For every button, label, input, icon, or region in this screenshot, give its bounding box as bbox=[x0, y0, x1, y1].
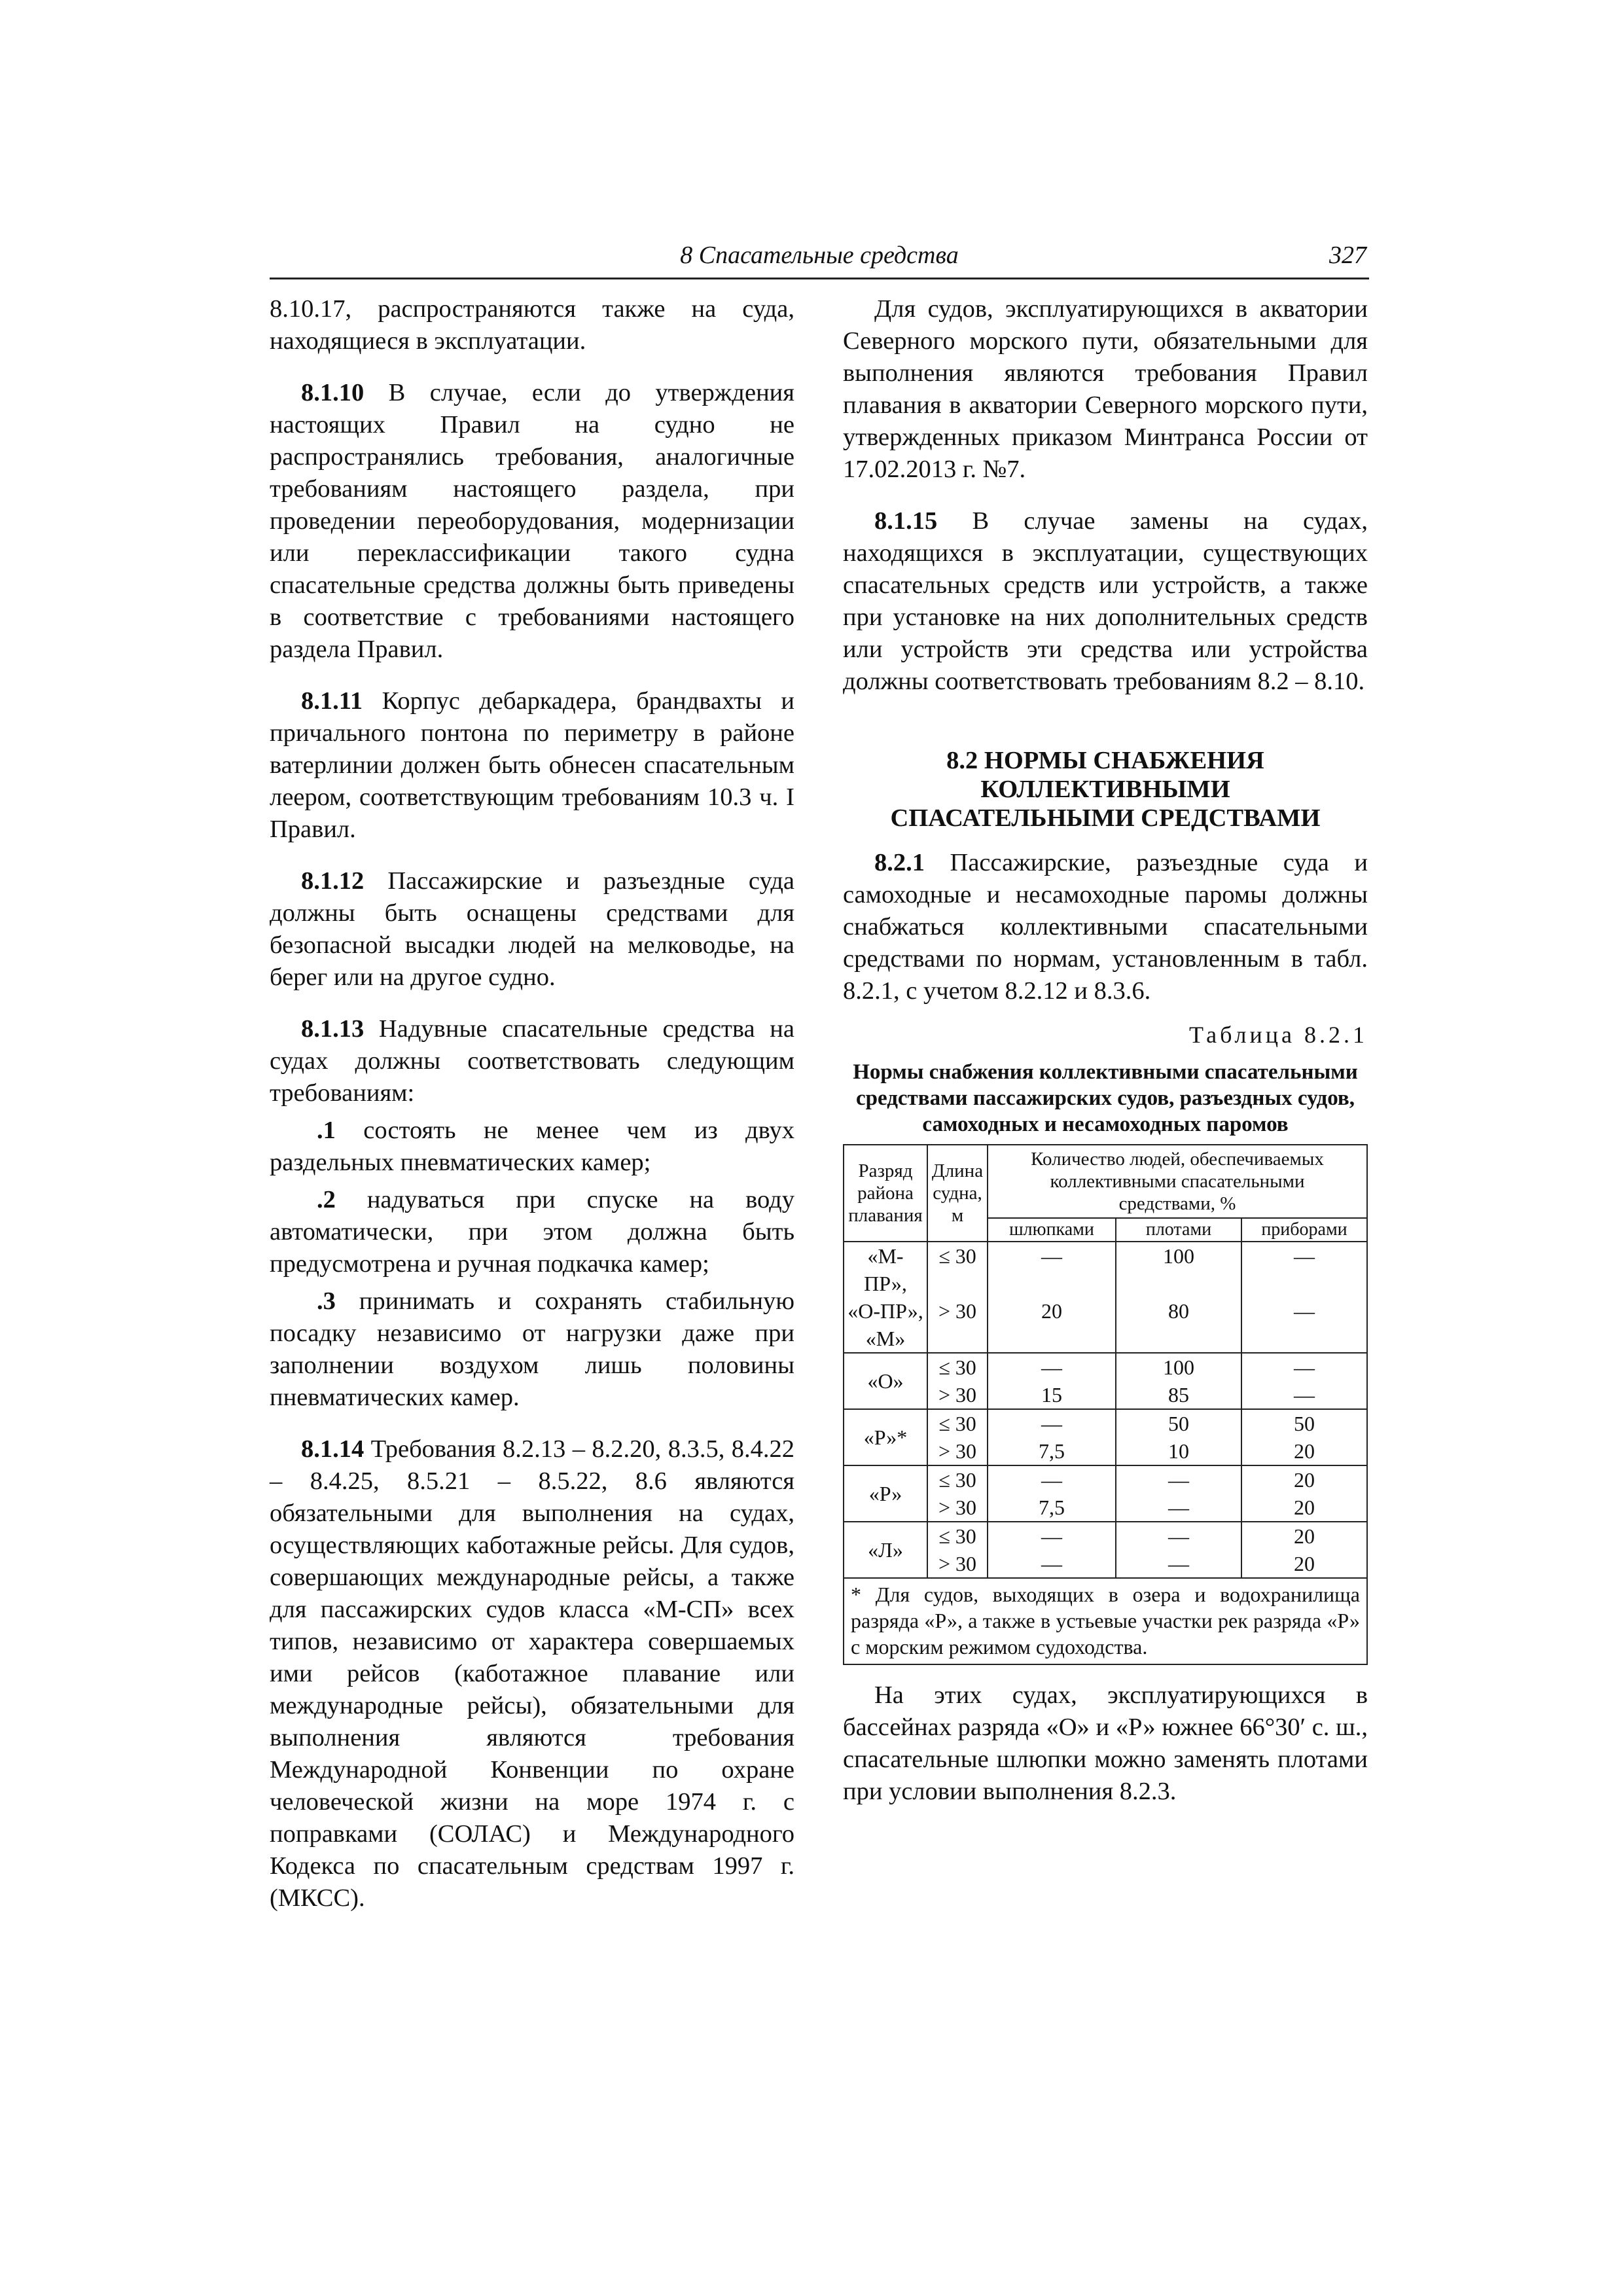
rafts-cell: 10 bbox=[1116, 1437, 1241, 1465]
list-item-3 bbox=[270, 1285, 794, 1414]
length-cell: ≤ 30 bbox=[927, 1409, 988, 1437]
clause-number: 8.1.14 bbox=[301, 1435, 365, 1463]
rafts-cell: — bbox=[1116, 1522, 1241, 1550]
length-cell: ≤ 30 bbox=[927, 1465, 988, 1494]
length-cell: > 30 bbox=[927, 1550, 988, 1578]
area-cell bbox=[844, 1242, 927, 1353]
section-heading-line-2: КОЛЛЕКТИВНЫМИ bbox=[980, 776, 1230, 803]
length-cell: > 30 bbox=[927, 1297, 988, 1353]
clause-text: Корпус дебаркадера, брандвахты и причального понтона по периметру в районе ватерлинии должен быть обнесен спасательным леером, соответствующим требованиям 10.3 ч. I Правил. bbox=[270, 687, 794, 843]
clause-text: Надувные спасательные средства на судах должны соответствовать следующим требованиям: bbox=[270, 1015, 794, 1107]
header-length-line: Длина bbox=[931, 1160, 984, 1181]
table-row bbox=[844, 1353, 1367, 1381]
page-number: 327 bbox=[1329, 242, 1366, 269]
paragraph-8-1-11 bbox=[270, 685, 794, 846]
boats-cell: — bbox=[988, 1353, 1116, 1381]
norms-table bbox=[843, 1144, 1368, 1665]
clause-number: 8.1.11 bbox=[301, 687, 363, 715]
devices-cell: 20 bbox=[1241, 1465, 1367, 1494]
length-cell: ≤ 30 bbox=[927, 1522, 988, 1550]
section-heading-line-1: 8.2 НОРМЫ СНАБЖЕНИЯ bbox=[946, 747, 1264, 774]
area-cell: «Р»* bbox=[844, 1409, 927, 1465]
section-heading bbox=[843, 746, 1368, 833]
boats-cell: — bbox=[988, 1550, 1116, 1578]
devices-cell: 20 bbox=[1241, 1437, 1367, 1465]
item-text: надуваться при спуске на воду автоматически, при этом должна быть предусмотрена и ручная подкачка камер; bbox=[270, 1186, 794, 1278]
boats-cell: — bbox=[988, 1522, 1116, 1550]
list-item-1 bbox=[270, 1115, 794, 1179]
rafts-cell: — bbox=[1116, 1494, 1241, 1522]
area-cell: «О» bbox=[844, 1353, 927, 1409]
devices-cell: — bbox=[1241, 1381, 1367, 1409]
table-note-row bbox=[844, 1578, 1367, 1664]
rafts-cell: — bbox=[1116, 1550, 1241, 1578]
section-heading-line-3: СПАСАТЕЛЬНЫМИ СРЕДСТВАМИ bbox=[890, 804, 1321, 832]
devices-cell: 20 bbox=[1241, 1494, 1367, 1522]
right-column bbox=[843, 293, 1368, 1827]
clause-number: 8.2.1 bbox=[874, 849, 925, 876]
clause-text: Пассажирские и разъездные суда должны быть оснащены средствами для безопасной высадки людей на мелководье, на берег или на другое судно. bbox=[270, 867, 794, 991]
devices-cell: — bbox=[1241, 1353, 1367, 1381]
length-cell: > 30 bbox=[927, 1437, 988, 1465]
length-cell: ≤ 30 bbox=[927, 1353, 988, 1381]
length-cell: ≤ 30 bbox=[927, 1242, 988, 1297]
clause-text: Пассажирские, разъездные суда и самоходные и несамоходные паромы должны снабжаться коллективными спасательными средствами по нормам, установленным в табл. 8.2.1, с учетом 8.2.12 и 8.3.6. bbox=[843, 849, 1368, 1005]
devices-cell: 20 bbox=[1241, 1522, 1367, 1550]
rafts-cell: 50 bbox=[1116, 1409, 1241, 1437]
rafts-cell: 80 bbox=[1116, 1297, 1241, 1353]
paragraph-arctic: Для судов, эксплуатирующихся в акватории Северного морского пути, обязательными для выполнения являются требования Правил плавания в акватории Северного морского пути, утвержденных приказом Минтранса России от 17.02.2013 г. №7. bbox=[843, 295, 1368, 483]
clause-number: 8.1.10 bbox=[301, 379, 365, 406]
table-label: Таблица 8.2.1 bbox=[1189, 1022, 1368, 1048]
table-row bbox=[844, 1409, 1367, 1437]
section-title-header: 8 Спасательные средства bbox=[680, 242, 959, 269]
length-cell: > 30 bbox=[927, 1494, 988, 1522]
boats-cell: 20 bbox=[988, 1297, 1116, 1353]
paragraph-8-1-12 bbox=[270, 865, 794, 994]
devices-cell: — bbox=[1241, 1242, 1367, 1297]
devices-cell: — bbox=[1241, 1297, 1367, 1353]
header-length-line: м bbox=[951, 1205, 964, 1226]
header-area-line: Разряд bbox=[858, 1160, 913, 1181]
header-devices: приборами bbox=[1241, 1218, 1367, 1242]
area-line: «О-ПР», bbox=[847, 1299, 923, 1323]
rafts-cell: 100 bbox=[1116, 1353, 1241, 1381]
area-line: «М» bbox=[865, 1327, 906, 1350]
header-rafts: плотами bbox=[1116, 1218, 1241, 1242]
table-row bbox=[844, 1242, 1367, 1297]
boats-cell: 7,5 bbox=[988, 1437, 1116, 1465]
table-footnote: * Для судов, выходящих в озера и водохранилища разряда «Р», а также в устьевые участки рек разряда «Р» с морским режимом судоходства. bbox=[844, 1578, 1367, 1664]
running-header bbox=[270, 237, 1369, 279]
header-length bbox=[927, 1145, 988, 1242]
header-area-line: района bbox=[857, 1183, 914, 1204]
devices-cell: 20 bbox=[1241, 1550, 1367, 1578]
header-quantity: Количество людей, обеспечиваемых коллективными спасательными средствами, % bbox=[988, 1145, 1367, 1218]
boats-cell: — bbox=[988, 1465, 1116, 1494]
paragraph-8-2-1 bbox=[843, 847, 1368, 1007]
item-number: .2 bbox=[317, 1186, 336, 1213]
header-boats: шлюпками bbox=[988, 1218, 1116, 1242]
item-text: принимать и сохранять стабильную посадку независимо от нагрузки даже при заполнении воздухом лишь половины пневматических камер. bbox=[270, 1287, 794, 1411]
paragraph-8-1-15 bbox=[843, 505, 1368, 698]
area-cell: «Р» bbox=[844, 1465, 927, 1522]
clause-number: 8.1.12 bbox=[301, 867, 365, 895]
rafts-cell: 85 bbox=[1116, 1381, 1241, 1409]
boats-cell: — bbox=[988, 1242, 1116, 1297]
rafts-cell: — bbox=[1116, 1465, 1241, 1494]
clause-number: 8.1.15 bbox=[874, 507, 938, 535]
table-row bbox=[844, 1522, 1367, 1550]
table-row bbox=[844, 1465, 1367, 1494]
rafts-cell: 100 bbox=[1116, 1242, 1241, 1297]
area-line: «М-ПР», bbox=[864, 1244, 907, 1295]
table-title: Нормы снабжения коллективными спасательными средствами пассажирских судов, разъездных судов, самоходных и несамоходных паромов bbox=[853, 1060, 1358, 1136]
boats-cell: 15 bbox=[988, 1381, 1116, 1409]
list-item-2 bbox=[270, 1184, 794, 1280]
clause-text: В случае замены на судах, находящихся в эксплуатации, существующих спасательных средств или устройств, а также при установке на них дополнительных средств или устройств эти средства или устройства должны соответствовать требованиям 8.2 – 8.10. bbox=[843, 507, 1368, 695]
clause-text: Требования 8.2.13 – 8.2.20, 8.3.5, 8.4.22 – 8.4.25, 8.5.21 – 8.5.22, 8.6 являются обязательными для выполнения на судах, осуществляющих каботажные рейсы. Для судов, совершающих международные рейсы, а также для пассажирских судов класса «М-СП» всех типов, независимо от характера совершаемых ими рейсов (каботажное плавание или международные рейсы), обязательными для выполнения являются требования Международной Конвенции по охране человеческой жизни на море 1974 г. с поправками (СОЛАС) и Международного Кодекса по спасательным средствам 1997 г. (МКСС). bbox=[270, 1435, 794, 1912]
clause-number: 8.1.13 bbox=[301, 1015, 365, 1043]
item-text: состоять не менее чем из двух раздельных пневматических камер; bbox=[270, 1117, 794, 1176]
boats-cell: — bbox=[988, 1409, 1116, 1437]
paragraph-intro: 8.10.17, распространяются также на суда, находящиеся в эксплуатации. bbox=[270, 295, 794, 355]
left-column bbox=[270, 293, 794, 1934]
paragraph-8-1-13 bbox=[270, 1013, 794, 1109]
clause-text: В случае, если до утверждения настоящих Правил на судно не распространялись требования, аналогичные требованиям настоящего раздела, при проведении переоборудования, модернизации или переклассификации такого судна спасательные средства должны быть приведены в соответствие с требованиями настоящего раздела Правил. bbox=[270, 379, 794, 663]
item-number: .3 bbox=[317, 1287, 336, 1315]
length-cell: > 30 bbox=[927, 1381, 988, 1409]
header-area bbox=[844, 1145, 927, 1242]
boats-cell: 7,5 bbox=[988, 1494, 1116, 1522]
header-area-line: плавания bbox=[848, 1205, 923, 1226]
header-length-line: судна, bbox=[933, 1183, 982, 1204]
item-number: .1 bbox=[317, 1117, 336, 1144]
area-cell: «Л» bbox=[844, 1522, 927, 1578]
paragraph-8-1-10 bbox=[270, 377, 794, 666]
devices-cell: 50 bbox=[1241, 1409, 1367, 1437]
paragraph-8-1-14 bbox=[270, 1433, 794, 1914]
paragraph-after-table: На этих судах, эксплуатирующихся в бассейнах разряда «О» и «Р» южнее 66°30′ с. ш., спасательные шлюпки можно заменять плотами при условии выполнения 8.2.3. bbox=[843, 1681, 1368, 1805]
